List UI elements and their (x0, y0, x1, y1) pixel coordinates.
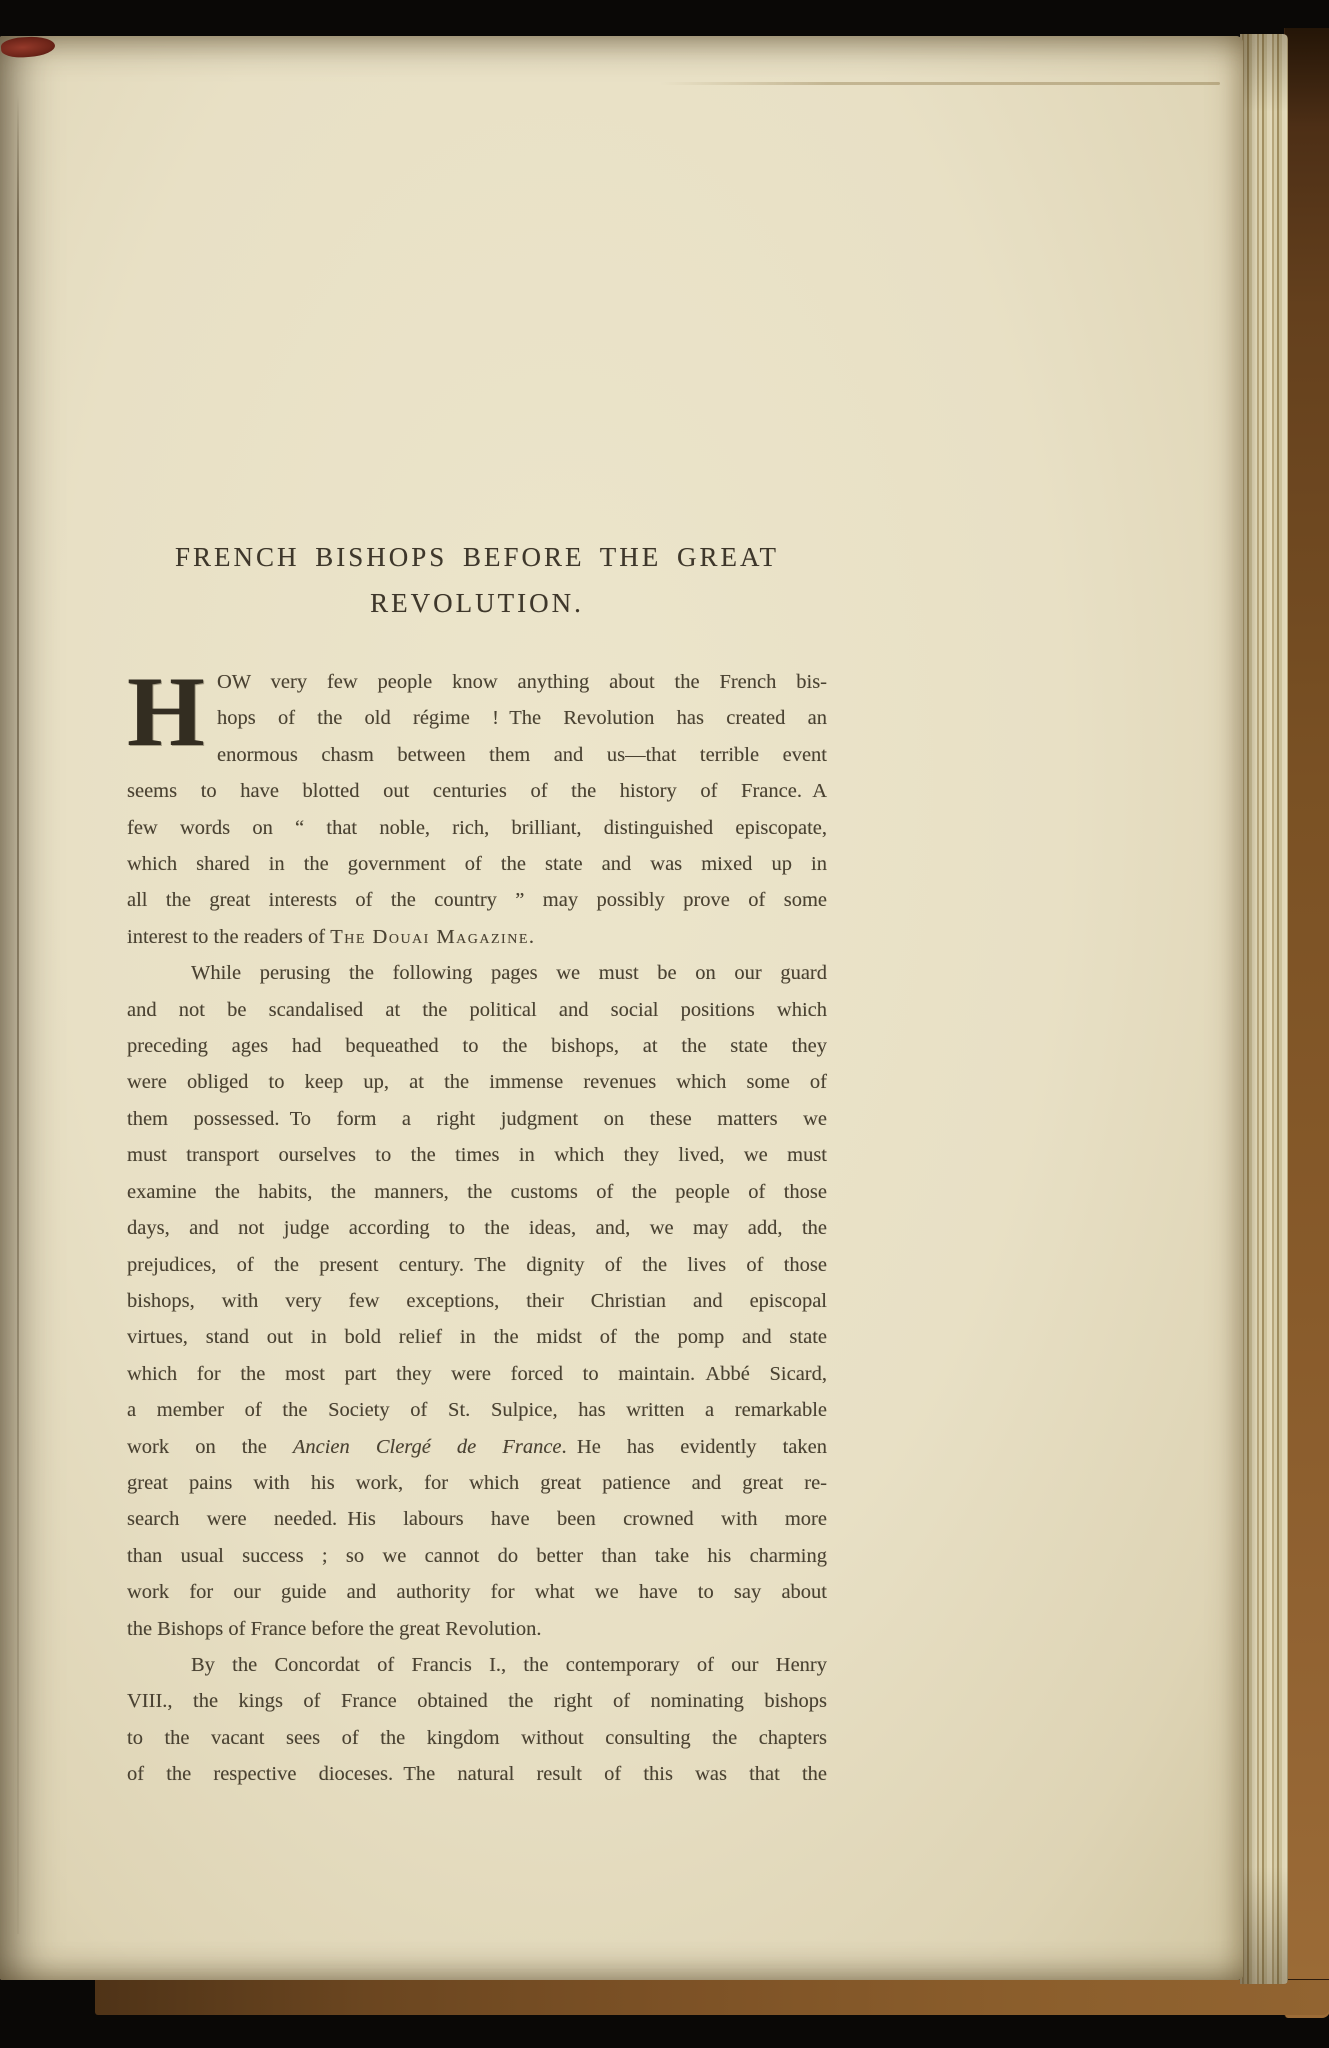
text-line: to the vacant sees of the kingdom without consulting the chapters (127, 1726, 827, 1749)
text-line (127, 919, 827, 955)
paragraph-2 (127, 955, 827, 1647)
text-line: search were needed. His labours have been crowned with more (127, 1508, 827, 1531)
text-line: preceding ages had bequeathed to the bishops, at the state they (127, 1035, 827, 1058)
text-line: which for the most part they were forced to maintain. Abbé Sicard, (127, 1362, 827, 1385)
text-line: must transport ourselves to the times in which they lived, we must (127, 1144, 827, 1167)
text-line: hops of the old régime ! The Revolution has created an (217, 707, 827, 730)
text-segment: . He has evidently taken (561, 1435, 827, 1458)
text-line: By the Concordat of Francis I., the contemporary of our Henry (191, 1653, 827, 1676)
book-page (0, 36, 1243, 1980)
text-line: great pains with his work, for which great patience and great re- (127, 1471, 827, 1494)
printed-text-block (127, 534, 827, 1793)
book-title-italic: Ancien Clergé de France (292, 1435, 562, 1458)
page-underlay-edge-line (660, 82, 1220, 85)
page-title-line-2: REVOLUTION. (370, 588, 584, 618)
text-line: all the great interests of the country ” may possibly prove of some (127, 889, 827, 912)
text-line: than usual success ; so we cannot do better than take his charming (127, 1544, 827, 1567)
page-title (127, 534, 827, 626)
text-line: While perusing the following pages we must be on our guard (191, 962, 827, 985)
text-line: of the respective dioceses. The natural result of this was that the (127, 1763, 827, 1786)
text-line: prejudices, of the present century. The dignity of the lives of those (127, 1253, 827, 1276)
text-line: seems to have blotted out centuries of the history of France. A (127, 780, 827, 803)
book-cover-leather-bottom (95, 1979, 1329, 2015)
text-line: examine the habits, the manners, the customs of the people of those (127, 1180, 827, 1203)
text-segment: work on the (127, 1435, 293, 1458)
book-cover-leather-right (1284, 28, 1329, 2018)
text-line: and not be scandalised at the political and social positions which (127, 998, 827, 1021)
text-line: were obliged to keep up, at the immense revenues which some of (127, 1071, 827, 1094)
text-line: virtues, stand out in bold relief in the midst of the pomp and state (127, 1326, 827, 1349)
headband-spot (0, 35, 55, 59)
paragraph-3 (127, 1647, 827, 1793)
text-line (127, 1429, 827, 1465)
text-line: them possessed. To form a right judgment on these matters we (127, 1107, 827, 1130)
page-edge-stack (1240, 34, 1288, 1984)
text-line: OW very few people know anything about the French bis- (217, 671, 827, 693)
text-line: bishops, with very few exceptions, their Christian and episcopal (127, 1289, 827, 1312)
text-line: days, and not judge according to the ideas, and, we may add, the (127, 1217, 827, 1240)
text-line: few words on “ that noble, rich, brilliant, distinguished episcopate, (127, 816, 827, 839)
text-line: which shared in the government of the state and was mixed up in (127, 853, 827, 876)
text-line: the Bishops of France before the great Revolution. (127, 1617, 542, 1640)
paragraph-1 (127, 656, 827, 955)
drop-cap-initial: H (127, 656, 205, 767)
text-line: work for our guide and authority for what we have to say about (127, 1581, 827, 1604)
text-line: enormous chasm between them and us—that terrible event (217, 743, 827, 766)
text-line: a member of the Society of St. Sulpice, has written a remarkable (127, 1399, 827, 1422)
text-segment: interest to the readers of (127, 925, 331, 948)
text-line: VIII., the kings of France obtained the right of nominating bishops (127, 1690, 827, 1713)
magazine-name-smallcaps: The Douai Magazine. (330, 925, 536, 948)
binding-crease (17, 94, 19, 1934)
page-title-line-1: FRENCH BISHOPS BEFORE THE GREAT (174, 542, 780, 572)
